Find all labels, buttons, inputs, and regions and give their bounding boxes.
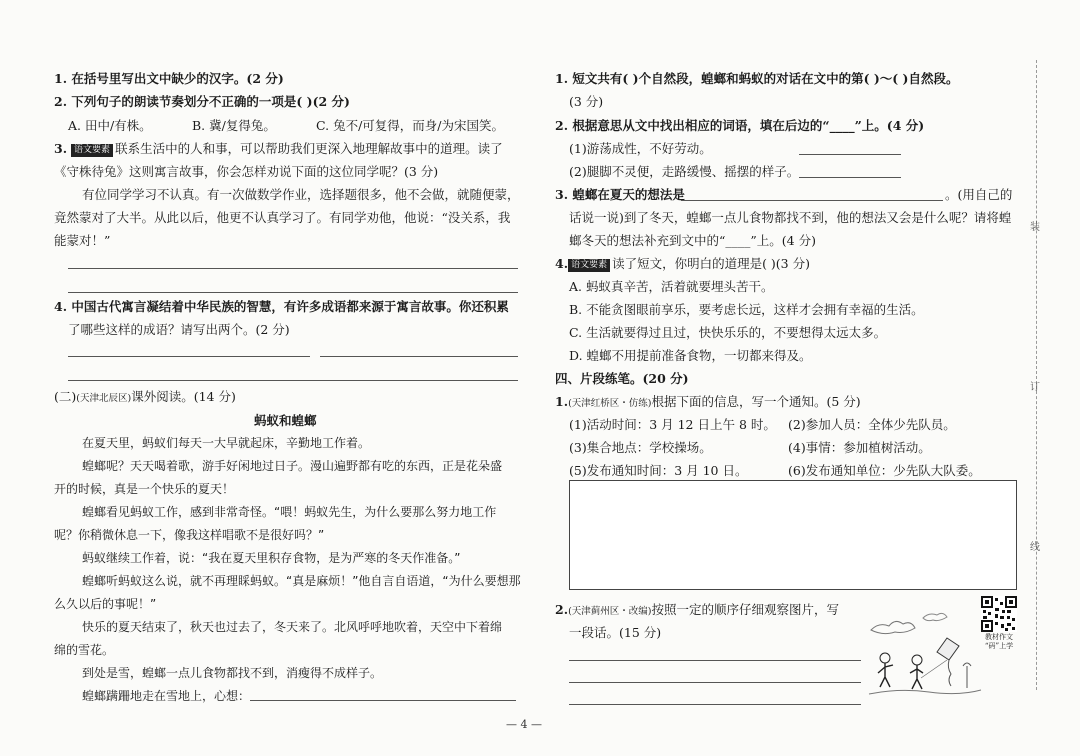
writing-task-1: 1.(天津红桥区・仿练)根据下面的信息，写一个通知。(5 分) [555,394,861,409]
question-3: 3. 语文要素 联系生活中的人和事，可以帮助我们更深入地理解故事中的道理。读了 [54,141,503,156]
story-paragraph: 么久以后的事呢！” [54,597,157,611]
right-question-2: 2. 根据意思从文中找出相应的词语，填在后边的“____”上。(4 分) [555,118,925,133]
answer-line[interactable] [68,380,518,381]
story-title: 蚂蚁和蝗螂 [254,413,317,428]
r4-option-b: B. 不能贪图眼前享乐，要考虑长远，这样才会拥有幸福的生活。 [569,302,924,317]
story-paragraph: 蝗螂看见蚂蚁工作，感到非常奇怪。“喂！蚂蚁先生，为什么要那么努力地工作 [82,505,497,519]
section-2-heading: (二)(天津北辰区)课外阅读。(14 分) [54,389,236,404]
question-4-line2: 了哪些这样的成语？请写出两个。(2 分) [68,322,290,337]
kite-flying-illustration [867,596,983,700]
notice-writing-box[interactable] [569,480,1017,590]
story-paragraph: 蚂蚁继续工作着，说：“我在夏天里积存食物，是为严寒的冬天作准备。” [82,551,461,565]
story-paragraph: 到处是雪，蝗螂一点儿食物都找不到，消瘦得不成样子。 [82,666,383,680]
notice-info: (2)参加人员：全体少先队员。 [788,417,956,432]
right-question-1: 1. 短文共有( )个自然段，蝗螂和蚂蚁的对话在文中的第( )～( )自然段。 [555,71,959,86]
answer-line[interactable] [320,356,518,357]
question-4: 4. 中国古代寓言凝结着中华民族的智慧，有许多成语都来源于寓言故事。你还积累 [54,299,509,314]
right-question-4: 4. 语文要素 读了短文，你明白的道理是( )(3 分) [555,256,810,271]
right-question-3-line2: 话说一说)到了冬天，蝗螂一点儿食物都找不到，他的想法又会是什么呢？请将蝗 [569,210,1012,225]
r4-option-a: A. 蚂蚁真辛苦，活着就要埋头苦干。 [569,279,774,294]
q2-option-a: A. 田中/有株。 [68,118,152,133]
yuwen-yaosu-tag: 语文要素 [568,259,610,272]
notice-info: (1)活动时间：3 月 12 日上午 8 时。 [569,417,776,432]
writing-task-2: 2.(天津蓟州区・改编)按照一定的顺序仔细观察图片，写 [555,602,839,617]
answer-line[interactable] [799,177,901,178]
fill-in-line[interactable] [250,700,516,701]
notice-info: (3)集合地点：学校操场。 [569,440,712,455]
q3-scenario-1: 有位同学学习不认真。有一次做数学作业，选择题很多，他不会做，就随便蒙， [82,187,520,202]
right-question-3-line3: 螂冬天的想法补充到文中的“____”上。(4 分) [569,233,816,248]
r4-option-c: C. 生活就要得过且过，快快乐乐的，不要想得太远太多。 [569,325,887,340]
answer-line[interactable] [68,292,518,293]
story-paragraph: 绵的雪花。 [54,643,115,657]
right-question-1-line2: (3 分) [569,94,604,109]
binding-char: 订 [1030,382,1040,393]
right-question-3-end: 。(用自己的 [945,187,1013,202]
story-paragraph: 蝗螂呢？天天喝着歌，游手好闲地过日子。漫山遍野都有吃的东西，正是花朵盛 [82,459,503,473]
notice-info: (5)发布通知时间：3 月 10 日。 [569,463,748,478]
notice-info: (4)事情：参加植树活动。 [788,440,931,455]
binding-line [1036,60,1037,690]
q2-option-c: C. 兔不/可复得，而身/为宋国笑。 [316,118,504,133]
question-2: 2. 下列句子的朗读节奏划分不正确的一项是( )(2 分) [54,94,350,109]
r2-item-1: (1)游荡成性，不好劳动。 [569,141,712,156]
q3-scenario-3: 能蒙对！” [54,233,111,248]
answer-line[interactable] [799,154,901,155]
story-paragraph: 蝗螂蹒跚地走在雪地上，心想： [82,689,251,703]
q2-option-b: B. 冀/复得兔。 [192,118,276,133]
story-paragraph: 开的时候，真是一个快乐的夏天！ [54,482,235,496]
section-4-heading: 四、片段练笔。(20 分) [555,371,689,386]
yuwen-yaosu-tag: 语文要素 [71,144,113,157]
notice-info: (6)发布通知单位：少先队大队委。 [788,463,981,478]
answer-line[interactable] [681,200,943,201]
binding-char: 线 [1030,542,1040,553]
qr-code[interactable] [981,596,1017,632]
q3-scenario-2: 竟然蒙对了大半。从此以后，他更不认真学习了。有同学劝他，他说：“没关系，我 [54,210,511,225]
answer-line[interactable] [569,682,861,683]
writing-task-2-line2: 一段话。(15 分) [569,625,662,640]
answer-line[interactable] [68,356,310,357]
qr-caption: 教材作文 “码”上学 [984,633,1014,650]
r4-option-d: D. 蝗螂不用提前准备食物，一切都来得及。 [569,348,812,363]
story-paragraph: 呢？你稍微休息一下，像我这样唱歌不是很好吗？” [54,528,325,542]
story-paragraph: 快乐的夏天结束了，秋天也过去了，冬天来了。北风呼呼地吹着，天空中下着绵 [82,620,503,634]
answer-line[interactable] [569,660,861,661]
page-number: — 4 — [506,718,542,731]
r2-item-2: (2)腿脚不灵便，走路缓慢、摇摆的样子。 [569,164,800,179]
question-1: 1. 在括号里写出文中缺少的汉字。(2 分) [54,71,284,86]
answer-line[interactable] [569,704,861,705]
story-paragraph: 在夏天里，蚂蚁们每天一大早就起床，辛勤地工作着。 [82,436,371,450]
answer-line[interactable] [68,268,518,269]
question-3-line2: 《守株待兔》这则寓言故事，你会怎样劝说下面的这位同学呢？(3 分) [54,164,439,179]
binding-char: 装 [1030,222,1040,233]
story-paragraph: 蝗螂听蚂蚁这么说，就不再理睬蚂蚁。“真是麻烦！”他自言自语道，“为什么要想那 [82,574,521,588]
right-question-3: 3. 蝗螂在夏天的想法是 [555,187,685,202]
